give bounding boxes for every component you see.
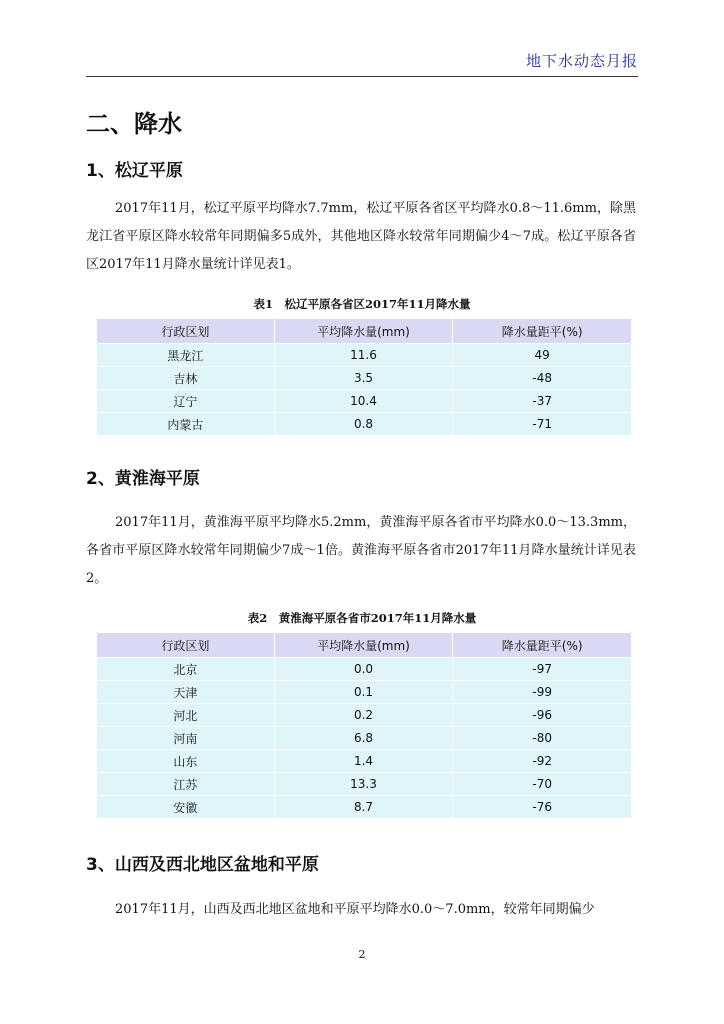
anomaly-cell: 49: [453, 344, 632, 367]
precip-cell: 3.5: [274, 367, 453, 390]
table-row: [97, 344, 632, 367]
anomaly-cell: -96: [453, 704, 632, 727]
page-number: 2: [358, 948, 366, 961]
table-row: [97, 704, 632, 727]
table-row: [97, 773, 632, 796]
anomaly-cell: -80: [453, 727, 632, 750]
table-caption-1: 表1 松辽平原各省区2017年11月降水量: [253, 297, 471, 311]
table-row: [97, 390, 632, 413]
table-songliao: [96, 318, 632, 436]
precip-cell: 10.4: [274, 390, 453, 413]
table-row: [97, 727, 632, 750]
section-title: 二、降水: [86, 110, 182, 138]
region-cell: 山东: [97, 750, 275, 773]
anomaly-cell: -97: [453, 658, 632, 681]
region-cell: 内蒙古: [97, 413, 275, 436]
region-cell: 北京: [97, 658, 275, 681]
table-caption-2: 表2 黄淮海平原各省市2017年11月降水量: [247, 611, 477, 625]
precip-cell: 0.0: [274, 658, 453, 681]
anomaly-cell: -71: [453, 413, 632, 436]
region-cell: 江苏: [97, 773, 275, 796]
table-row: [97, 367, 632, 390]
table-row: [97, 658, 632, 681]
subsection-heading-huanghuaihai: 2、黄淮海平原: [86, 469, 200, 489]
anomaly-cell: -48: [453, 367, 632, 390]
subsection-heading-songliao: 1、松辽平原: [86, 161, 183, 181]
region-cell: 天津: [97, 681, 275, 704]
table-header-row: [97, 633, 632, 658]
column-header: 降水量距平(%): [453, 633, 632, 658]
header-title: 地下水动态月报: [525, 52, 638, 70]
region-cell: 黑龙江: [97, 344, 275, 367]
column-header: 平均降水量(mm): [274, 319, 453, 344]
precip-cell: 0.1: [274, 681, 453, 704]
precip-cell: 1.4: [274, 750, 453, 773]
anomaly-cell: -37: [453, 390, 632, 413]
precip-cell: 8.7: [274, 796, 453, 819]
column-header: 降水量距平(%): [453, 319, 632, 344]
table-row: [97, 750, 632, 773]
region-cell: 吉林: [97, 367, 275, 390]
table-row: [97, 681, 632, 704]
paragraph-shanxi-northwest: 2017年11月，山西及西北地区盆地和平原平均降水0.0～7.0mm，较常年同期偏少: [115, 902, 595, 917]
table-huanghuaihai: [96, 632, 632, 819]
table-header-row: [97, 319, 632, 344]
precip-cell: 0.2: [274, 704, 453, 727]
column-header: 平均降水量(mm): [274, 633, 453, 658]
region-cell: 辽宁: [97, 390, 275, 413]
paragraph-huanghuaihai: 2017年11月，黄淮海平原平均降水5.2mm，黄淮海平原各省市平均降水0.0～13.3mm，各省市平原区降水较常年同期偏少7成～1倍。黄淮海平原各省市2017年11月降水量统计详见表2。: [86, 515, 636, 586]
table-row: [97, 413, 632, 436]
anomaly-cell: -99: [453, 681, 632, 704]
paragraph-songliao: 2017年11月，松辽平原平均降水7.7mm，松辽平原各省区平均降水0.8～11.6mm，除黑龙江省平原区降水较常年同期偏多5成外，其他地区降水较常年同期偏少4～7成。松辽平原各省区2017年11月降水量统计详见表1。: [86, 201, 636, 272]
region-cell: 安徽: [97, 796, 275, 819]
column-header: 行政区划: [97, 319, 275, 344]
table-row: [97, 796, 632, 819]
header-divider: [86, 76, 638, 77]
precip-cell: 6.8: [274, 727, 453, 750]
anomaly-cell: -70: [453, 773, 632, 796]
precip-cell: 11.6: [274, 344, 453, 367]
precip-cell: 0.8: [274, 413, 453, 436]
anomaly-cell: -76: [453, 796, 632, 819]
region-cell: 河北: [97, 704, 275, 727]
subsection-heading-shanxi-northwest: 3、山西及西北地区盆地和平原: [86, 855, 319, 875]
anomaly-cell: -92: [453, 750, 632, 773]
precip-cell: 13.3: [274, 773, 453, 796]
column-header: 行政区划: [97, 633, 275, 658]
region-cell: 河南: [97, 727, 275, 750]
